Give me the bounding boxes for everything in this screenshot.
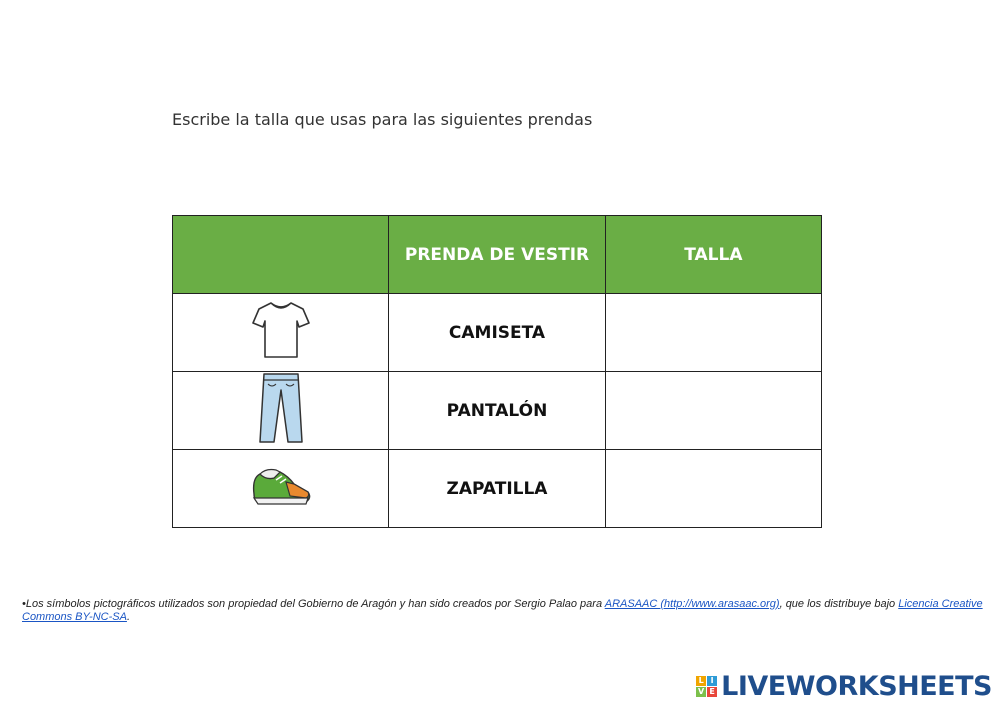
logo-letter: V (698, 687, 705, 696)
clothing-size-table (172, 215, 822, 528)
table-row (173, 450, 822, 528)
garment-name: ZAPATILLA (389, 450, 605, 528)
tshirt-icon (251, 299, 311, 366)
arasaac-link[interactable]: ARASAAC (http://www.arasaac.org) (604, 598, 780, 610)
table-row (173, 372, 822, 450)
table-row (173, 294, 822, 372)
size-cell (605, 450, 821, 528)
footnote-text: , que los distribuye bajo (779, 598, 899, 610)
instruction-text: Escribe la talla que usas para las siguientes prendas (172, 110, 593, 129)
attribution-footnote (22, 598, 987, 624)
footnote-text: •Los símbolos pictográficos utilizados son propiedad del Gobierno de Aragón y han sido creados por Sergio Palao para (22, 598, 605, 610)
sneaker-icon (250, 464, 312, 513)
liveworksheets-brand (696, 671, 992, 702)
image-cell (173, 450, 389, 528)
image-cell (173, 372, 389, 450)
header-size: TALLA (605, 216, 821, 294)
garment-name: CAMISETA (389, 294, 605, 372)
logo-letter: L (696, 676, 706, 686)
size-input-pantalon[interactable] (606, 372, 825, 449)
table-header-row (173, 216, 822, 294)
license-link[interactable]: Licencia Creative Commons BY-NC-SA (22, 598, 983, 623)
image-cell (173, 294, 389, 372)
logo-letter: I (707, 676, 717, 686)
header-garment: PRENDA DE VESTIR (389, 216, 605, 294)
size-input-camiseta[interactable] (606, 294, 825, 371)
size-input-zapatilla[interactable] (606, 450, 825, 527)
footnote-text: . (126, 611, 130, 623)
liveworksheets-logo (696, 676, 717, 697)
logo-letter: E (707, 687, 717, 697)
header-image-column (173, 216, 389, 294)
size-cell (605, 372, 821, 450)
size-cell (605, 294, 821, 372)
pants-icon (258, 372, 304, 449)
garment-name: PANTALÓN (389, 372, 605, 450)
brand-name: LIVEWORKSHEETS (721, 671, 992, 702)
